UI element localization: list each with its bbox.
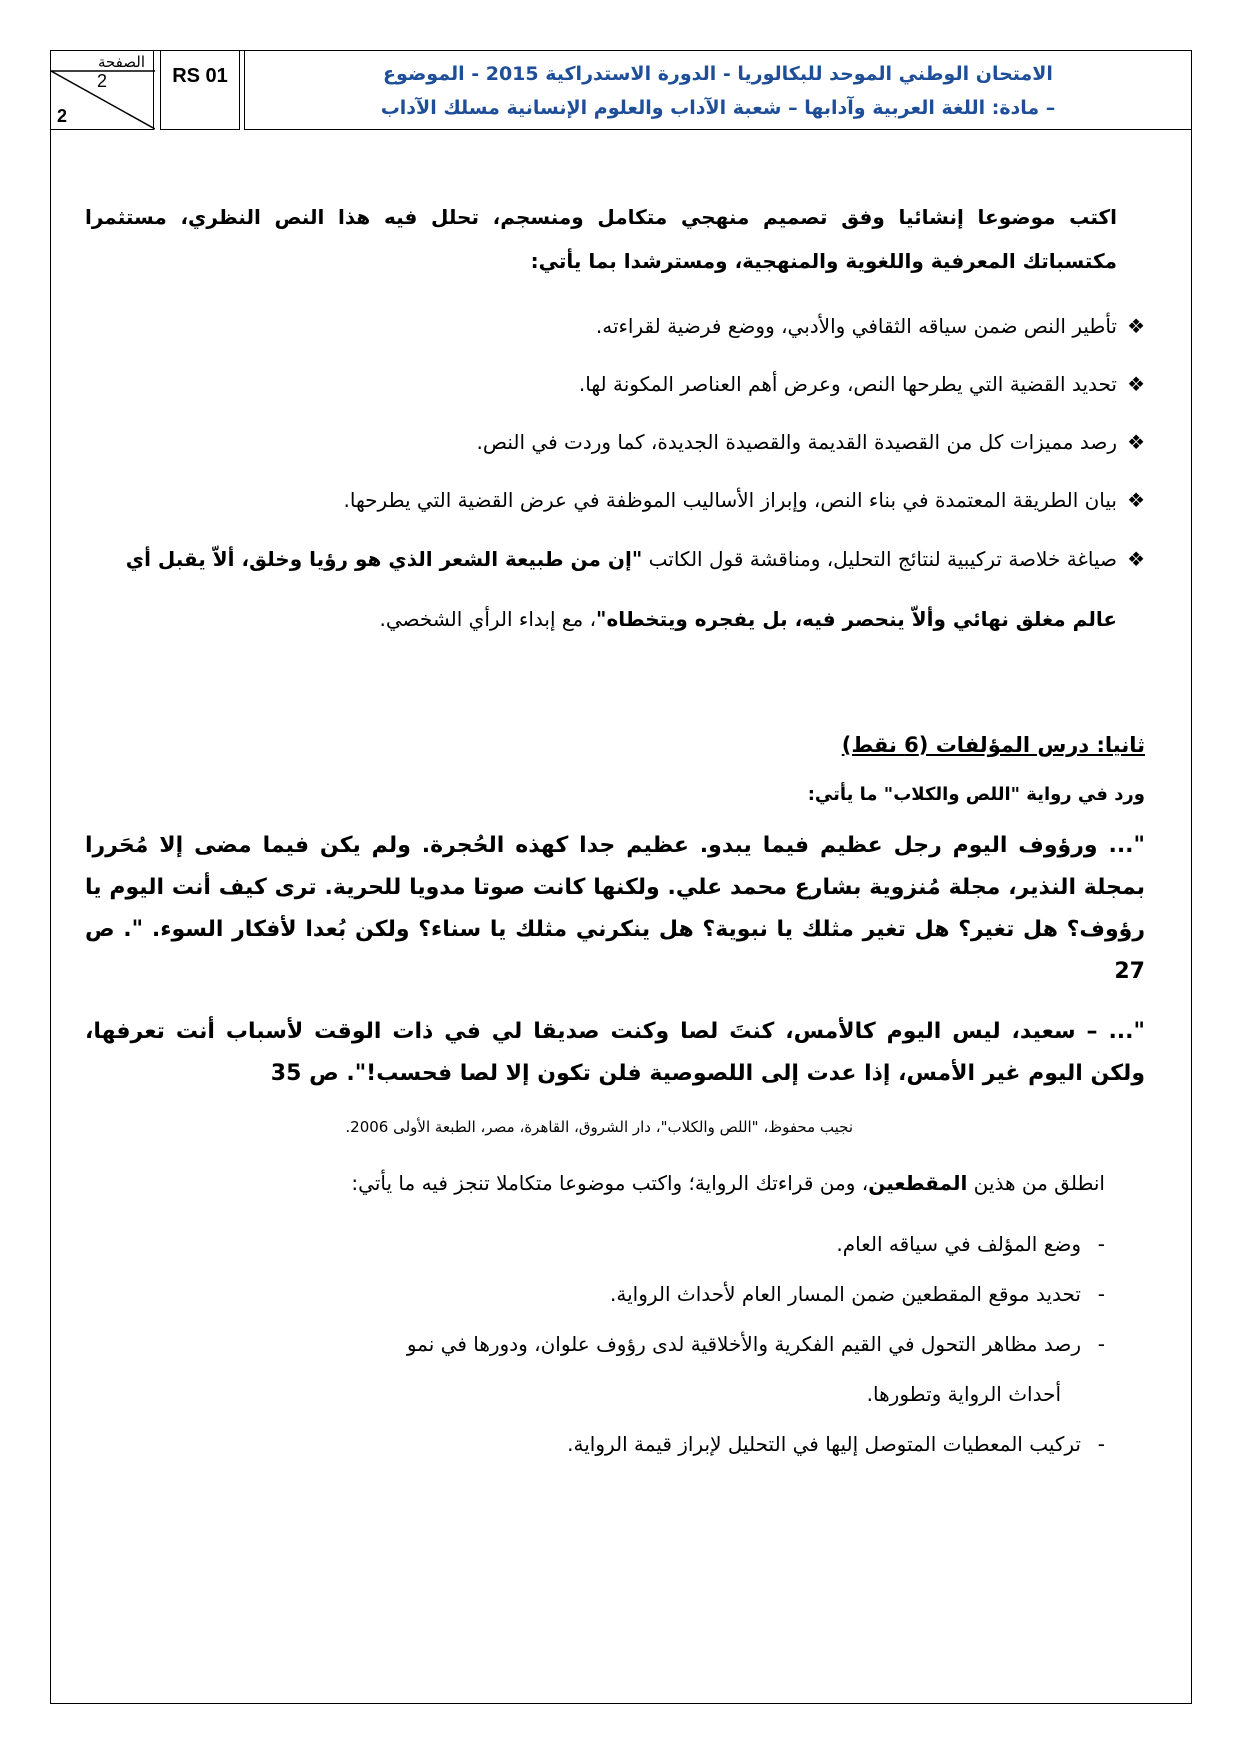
source-citation: نجيب محفوظ، "اللص والكلاب"، دار الشروق، القاهرة، مصر، الطبعة الأولى 2006. [345,1118,853,1136]
task-text: تأطير النص ضمن سياقه الثقافي والأدبي، ووضع فرضية لقراءته. [595,314,1117,338]
author-quote: "إن من طبيعة الشعر الذي هو رؤيا وخلق، ألاّ يقبل أي عالم مغلق نهائي وألاّ ينحصر فيه، بل يفجره ويتخطاه" [125,547,1117,631]
page-label: الصفحة [97,53,145,71]
step-item [85,1269,1105,1319]
novel-excerpt-1: "... ورؤوف اليوم رجل عظيم فيما يبدو. عظيم جدا كهذه الحُجرة. ولم يكن فيما مضى إلا مُحَررا بمجلة النذير، مجلة مُنزوية بشارع محمد علي. ولكنها كانت صوتا مدويا للحرية. ترى كيف أنت اليوم يا رؤوف؟ هل تغير؟ هل تغير مثلك يا نبوية؟ هل ينكرني مثلك يا سناء؟ ولكن بُعدا لأفكار السوء. ". ص 27 [85,833,1145,984]
section1-intro: اكتب موضوعا إنشائيا وفق تصميم منهجي متكامل ومنسجم، تحلل فيه هذا النص النظري، مستثمرا مكتسباتك المعرفية واللغوية والمنهجية، ومسترشدا بما يأتي: [85,205,1117,273]
dash-bullet-icon: - [1097,1432,1105,1456]
main-content [85,195,1145,1469]
diamond-bullet-icon: ❖ [1127,488,1145,512]
instruction-bold: المقطعين [868,1171,968,1195]
task-item [85,471,1145,529]
dash-bullet-icon: - [1097,1282,1105,1306]
page-number-box [50,50,154,130]
step-text: تركيب المعطيات المتوصل إليها في التحليل لإبراز قيمة الرواية. [567,1432,1081,1456]
dash-bullet-icon: - [1097,1232,1105,1256]
task-item [85,413,1145,471]
task-text-suffix: ، مع إبداء الرأي الشخصي. [379,607,597,631]
instruction-before: انطلق من هذين [967,1171,1105,1195]
task-text: بيان الطريقة المعتمدة في بناء النص، وإبراز الأساليب الموظفة في عرض القضية التي يطرحها. [343,488,1117,512]
section2-intro: ورد في رواية "اللص والكلاب" ما يأتي: [807,784,1145,805]
task-item [85,355,1145,413]
step-text: رصد مظاهر التحول في القيم الفكرية والأخلاقية لدى رؤوف علوان، ودورها في نمو [406,1332,1081,1356]
exam-title-box [244,50,1192,130]
step-text-continued: أحداث الرواية وتطورها. [866,1382,1061,1406]
exam-title-line1: الامتحان الوطني الموحد للبكالوريا - الدورة الاستدراكية 2015 - الموضوع [383,63,1053,85]
novel-excerpt-2: "... – سعيد، ليس اليوم كالأمس، كنتَ لصا وكنت صديقا لي في ذات الوقت لأسباب أنت تعرفها، ولكن اليوم غير الأمس، إذا عدت إلى اللصوصية فلن تكون إلا لصا فحسب!". ص 35 [85,1019,1145,1086]
step-item [85,1419,1105,1469]
section2-instruction [85,1161,1145,1205]
exam-code: RS 01 [172,65,228,87]
step-item [85,1319,1105,1419]
diamond-bullet-icon: ❖ [1127,547,1145,571]
section2-step-list [85,1219,1145,1469]
diamond-bullet-icon: ❖ [1127,372,1145,396]
exam-code-box [160,50,240,130]
section1-task-list [85,297,1145,649]
task-item [85,297,1145,355]
instruction-after: ، ومن قراءتك الرواية؛ واكتب موضوعا متكاملا تنجز فيه ما يأتي: [351,1171,869,1195]
task-text: رصد مميزات كل من القصيدة القديمة والقصيدة الجديدة، كما وردت في النص. [476,430,1117,454]
task-text: تحديد القضية التي يطرحها النص، وعرض أهم العناصر المكونة لها. [578,372,1117,396]
exam-title-line2: – مادة: اللغة العربية وآدابها – شعبة الآداب والعلوم الإنسانية مسلك الآداب [380,97,1056,119]
task-text-prefix: صياغة خلاصة تركيبية لنتائج التحليل، ومناقشة قول الكاتب [642,547,1117,571]
section2-title: ثانيا: درس المؤلفات (6 نقط) [841,733,1145,757]
page-number: 2 [97,71,108,91]
dash-bullet-icon: - [1097,1332,1105,1356]
step-text: تحديد موقع المقطعين ضمن المسار العام لأحداث الرواية. [610,1282,1081,1306]
step-text: وضع المؤلف في سياقه العام. [836,1232,1081,1256]
step-item [85,1219,1105,1269]
task-item [85,529,1145,649]
diamond-bullet-icon: ❖ [1127,314,1145,338]
page-total: 2 [57,106,68,126]
diamond-bullet-icon: ❖ [1127,430,1145,454]
